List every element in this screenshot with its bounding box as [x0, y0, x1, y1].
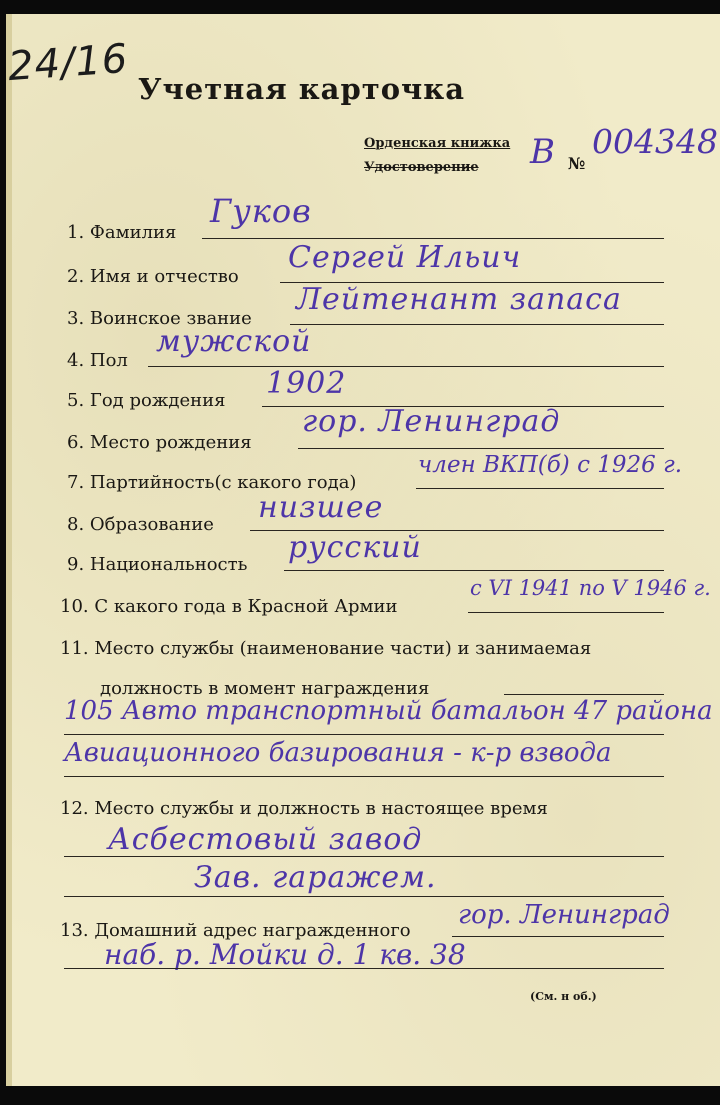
- order-book-number: 004348: [592, 122, 718, 161]
- order-book-label: Орденская книжка: [364, 136, 511, 151]
- field-sex-label: 4. Пол: [67, 350, 128, 371]
- field-nationality-label: 9. Национальность: [67, 554, 248, 575]
- field-address-line-1: [452, 936, 664, 937]
- field-surname-label: 1. Фамилия: [67, 222, 177, 243]
- field-surname-line: [202, 238, 664, 239]
- field-address-value-1: гор. Ленинград: [458, 900, 670, 930]
- field-birthplace-line: [298, 448, 664, 449]
- corner-note: 24/16: [6, 35, 130, 91]
- field-current-job-label: 12. Место службы и должность в настоящее время: [60, 798, 548, 819]
- field-current-job-value-1: Асбестовый завод: [108, 822, 423, 857]
- field-name-value: Сергей Ильич: [288, 240, 522, 275]
- field-rank-label: 3. Воинское звание: [67, 308, 252, 329]
- field-service-line-1: [64, 734, 664, 735]
- field-service-line-0: [504, 694, 664, 695]
- record-card: [6, 14, 720, 1086]
- field-rank-line: [290, 324, 664, 325]
- field-party-line: [416, 488, 664, 489]
- field-nationality-line: [284, 570, 664, 571]
- field-birthplace-label: 6. Место рождения: [67, 432, 252, 453]
- field-education-label: 8. Образование: [67, 514, 214, 535]
- field-birth-year-label: 5. Год рождения: [67, 390, 226, 411]
- field-address-line-2: [64, 968, 664, 969]
- certificate-label: Удостоверение: [364, 160, 479, 175]
- number-sign: №: [568, 154, 586, 173]
- field-service-value-2: Авиационного базирования - к-р взвода: [64, 738, 612, 768]
- card-title: Учетная карточка: [138, 72, 465, 106]
- field-current-job-line-2: [64, 896, 664, 897]
- field-address-label: 13. Домашний адрес награжденного: [60, 920, 411, 941]
- field-nationality-value: русский: [288, 530, 422, 565]
- field-current-job-value-2: Зав. гаражем.: [194, 860, 437, 895]
- field-current-job-line-1: [64, 856, 664, 857]
- field-service-label-2: должность в момент награждения: [100, 678, 430, 699]
- field-sex-line: [148, 366, 664, 367]
- field-party-label: 7. Партийность(с какого года): [67, 472, 357, 493]
- field-service-label: 11. Место службы (наименование части) и занимаемая: [60, 638, 592, 659]
- order-book-series: В: [530, 132, 556, 172]
- field-service-value-1: 105 Авто транспортный батальон 47 района: [64, 696, 713, 726]
- field-rank-value: Лейтенант запаса: [296, 282, 622, 317]
- field-army-since-label: 10. С какого года в Красной Армии: [60, 596, 398, 617]
- field-army-since-line: [468, 612, 664, 613]
- field-army-since-value: с VI 1941 по V 1946 г.: [470, 576, 711, 600]
- footer-note: (См. н об.): [530, 990, 597, 1003]
- field-service-line-2: [64, 776, 664, 777]
- field-name-label: 2. Имя и отчество: [67, 266, 239, 287]
- field-address-value-2: наб. р. Мойки д. 1 кв. 38: [104, 938, 466, 971]
- field-sex-value: мужской: [156, 324, 312, 359]
- field-party-value: член ВКП(б) с 1926 г.: [418, 452, 683, 478]
- field-birthplace-value: гор. Ленинград: [302, 404, 561, 439]
- field-surname-value: Гуков: [210, 192, 312, 230]
- field-education-value: низшее: [258, 490, 384, 525]
- field-birth-year-value: 1902: [266, 366, 347, 401]
